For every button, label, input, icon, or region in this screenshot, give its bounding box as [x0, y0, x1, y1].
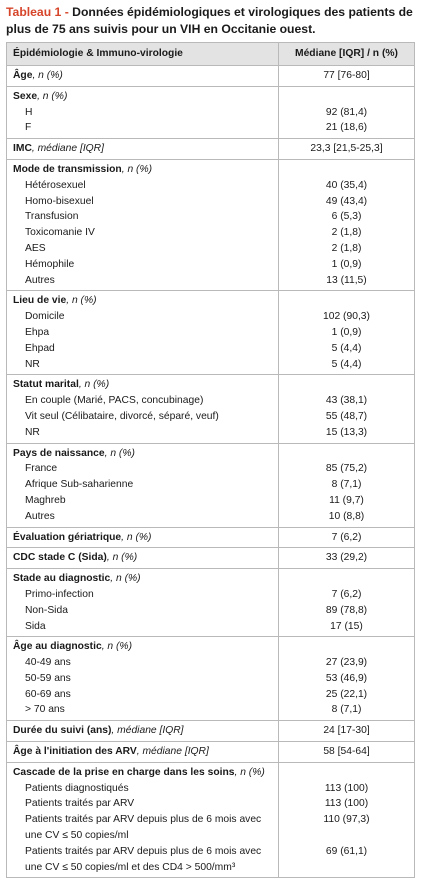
section-row	[7, 548, 415, 569]
table-caption: Données épidémiologiques et virologiques des patients de plus de 75 ans suivis pour un VIH en Occitanie ouest.	[6, 5, 413, 36]
section-qualifier: , médiane [IQR]	[31, 143, 104, 155]
section-value: 58 [54-64]	[279, 742, 415, 763]
row-value: 27 (23,9)	[279, 655, 415, 671]
row-label: NR	[7, 425, 279, 443]
row-value: 69 (61,1)	[279, 844, 415, 878]
row-value: 17 (15)	[279, 619, 415, 637]
header-col-label: Épidémiologie & Immuno-virologie	[7, 43, 279, 66]
section-row	[7, 569, 415, 587]
section-row	[7, 527, 415, 548]
section-value	[279, 762, 415, 780]
row-value: 2 (1,8)	[279, 241, 415, 257]
row-label: Patients traités par ARV depuis plus de 6 mois avec une CV ≤ 50 copies/ml	[7, 812, 279, 844]
section-label-cell	[7, 159, 279, 177]
row-label: AES	[7, 241, 279, 257]
section-row	[7, 66, 415, 87]
row-value: 1 (0,9)	[279, 257, 415, 273]
section-label: Statut marital	[13, 379, 79, 391]
section-qualifier: , n (%)	[32, 70, 63, 81]
section-qualifier: , n (%)	[66, 295, 97, 307]
row-value: 11 (9,7)	[279, 493, 415, 509]
section-label: Âge à l'initiation des ARV	[13, 746, 137, 758]
table-row	[7, 393, 415, 409]
section-label-cell	[7, 762, 279, 780]
row-value: 5 (4,4)	[279, 341, 415, 357]
data-table	[6, 42, 415, 878]
section-row	[7, 139, 415, 160]
section-row	[7, 86, 415, 104]
row-label: France	[7, 461, 279, 477]
section-label: IMC	[13, 143, 32, 155]
table-row	[7, 655, 415, 671]
section-label: Lieu de vie	[13, 295, 67, 307]
row-value: 43 (38,1)	[279, 393, 415, 409]
section-row	[7, 637, 415, 655]
row-value: 1 (0,9)	[279, 325, 415, 341]
row-label: Autres	[7, 509, 279, 527]
section-row	[7, 375, 415, 393]
section-value	[279, 291, 415, 309]
table-row	[7, 812, 415, 844]
section-qualifier: , n (%)	[121, 531, 152, 543]
row-label: En couple (Marié, PACS, concubinage)	[7, 393, 279, 409]
row-label: Ehpad	[7, 341, 279, 357]
section-label: Mode de transmission	[13, 163, 122, 175]
row-value: 49 (43,4)	[279, 194, 415, 210]
section-row	[7, 762, 415, 780]
section-value: 7 (6,2)	[279, 527, 415, 548]
row-value: 21 (18,6)	[279, 120, 415, 138]
section-qualifier: , médiane [IQR]	[136, 746, 209, 758]
table-row	[7, 796, 415, 812]
section-label: Sexe	[13, 90, 38, 102]
row-label: Toxicomanie IV	[7, 225, 279, 241]
table-row	[7, 120, 415, 138]
table-row	[7, 781, 415, 797]
section-label: Stade au diagnostic	[13, 573, 111, 585]
table-row	[7, 477, 415, 493]
row-value: 92 (81,4)	[279, 105, 415, 121]
section-value	[279, 159, 415, 177]
section-value	[279, 569, 415, 587]
row-label: H	[7, 105, 279, 121]
section-qualifier: , n (%)	[37, 90, 68, 102]
row-label: 50-59 ans	[7, 671, 279, 687]
table-row	[7, 225, 415, 241]
table-row	[7, 619, 415, 637]
row-value: 10 (8,8)	[279, 509, 415, 527]
section-row	[7, 443, 415, 461]
row-label: Patients traités par ARV	[7, 796, 279, 812]
table-row	[7, 603, 415, 619]
row-value: 8 (7,1)	[279, 477, 415, 493]
section-label: Pays de naissance	[13, 447, 105, 459]
table-row	[7, 409, 415, 425]
section-value: 33 (29,2)	[279, 548, 415, 569]
section-qualifier: , n (%)	[110, 573, 141, 585]
header-row	[7, 43, 415, 66]
section-qualifier: , n (%)	[101, 641, 133, 653]
section-label: Évaluation gériatrique	[13, 531, 122, 543]
row-label: Patients traités par ARV depuis plus de 6 mois avec une CV ≤ 50 copies/ml et des CD4 > 500/mm³	[7, 844, 279, 878]
table-row	[7, 671, 415, 687]
table-title	[6, 4, 418, 38]
table-body	[7, 66, 415, 878]
table-row	[7, 194, 415, 210]
row-value: 55 (48,7)	[279, 409, 415, 425]
table-row	[7, 844, 415, 878]
row-value: 15 (13,3)	[279, 425, 415, 443]
section-qualifier: , n (%)	[106, 552, 138, 564]
section-label-cell	[7, 139, 279, 160]
row-label: F	[7, 120, 279, 138]
table-row	[7, 341, 415, 357]
table-row	[7, 493, 415, 509]
row-value: 102 (90,3)	[279, 309, 415, 325]
row-value: 53 (46,9)	[279, 671, 415, 687]
row-value: 85 (75,2)	[279, 461, 415, 477]
row-value: 110 (97,3)	[279, 812, 415, 844]
section-label-cell	[7, 569, 279, 587]
row-value: 89 (78,8)	[279, 603, 415, 619]
row-value: 8 (7,1)	[279, 702, 415, 720]
section-row	[7, 742, 415, 763]
header-col-value: Médiane [IQR] / n (%)	[279, 43, 415, 66]
row-label: Ehpa	[7, 325, 279, 341]
table-row	[7, 105, 415, 121]
section-label-cell	[7, 86, 279, 104]
section-qualifier: , n (%)	[78, 379, 110, 391]
table-row	[7, 587, 415, 603]
section-label-cell	[7, 721, 279, 742]
row-label: Homo-bisexuel	[7, 194, 279, 210]
row-value: 40 (35,4)	[279, 178, 415, 194]
row-label: Primo-infection	[7, 587, 279, 603]
section-label: CDC stade C (Sida)	[13, 552, 107, 564]
row-value: 2 (1,8)	[279, 225, 415, 241]
section-label-cell	[7, 527, 279, 548]
row-label: Domicile	[7, 309, 279, 325]
table-row	[7, 273, 415, 291]
section-label-cell	[7, 742, 279, 763]
section-row	[7, 291, 415, 309]
table-row	[7, 309, 415, 325]
section-label: Cascade de la prise en charge dans les soins	[13, 766, 235, 778]
table-row	[7, 325, 415, 341]
table-row	[7, 178, 415, 194]
table-row	[7, 461, 415, 477]
section-label-cell	[7, 375, 279, 393]
section-label-cell	[7, 548, 279, 569]
section-label: Âge au diagnostic	[13, 641, 102, 653]
section-label-cell	[7, 66, 279, 87]
row-label: > 70 ans	[7, 702, 279, 720]
table-row	[7, 257, 415, 273]
section-qualifier: , n (%)	[121, 163, 153, 175]
section-label: Durée du suivi (ans)	[13, 725, 112, 737]
row-label: Sida	[7, 619, 279, 637]
section-label-cell	[7, 443, 279, 461]
row-label: Transfusion	[7, 209, 279, 225]
section-label-cell	[7, 291, 279, 309]
row-label: Patients diagnostiqués	[7, 781, 279, 797]
row-value: 6 (5,3)	[279, 209, 415, 225]
section-row	[7, 721, 415, 742]
section-value: 23,3 [21,5-25,3]	[279, 139, 415, 160]
row-value: 113 (100)	[279, 781, 415, 797]
row-value: 7 (6,2)	[279, 587, 415, 603]
row-value: 13 (11,5)	[279, 273, 415, 291]
row-label: Vit seul (Célibataire, divorcé, séparé, veuf)	[7, 409, 279, 425]
section-value: 77 [76-80]	[279, 66, 415, 87]
table-row	[7, 241, 415, 257]
section-value	[279, 637, 415, 655]
section-row	[7, 159, 415, 177]
section-qualifier: , médiane [IQR]	[111, 725, 184, 737]
row-label: Maghreb	[7, 493, 279, 509]
section-value: 24 [17-30]	[279, 721, 415, 742]
section-value	[279, 443, 415, 461]
table-row	[7, 209, 415, 225]
table-row	[7, 509, 415, 527]
table-row	[7, 357, 415, 375]
row-value: 5 (4,4)	[279, 357, 415, 375]
row-label: NR	[7, 357, 279, 375]
section-label-cell	[7, 637, 279, 655]
row-label: 40-49 ans	[7, 655, 279, 671]
table-number: Tableau 1 -	[6, 5, 69, 19]
row-label: Non-Sida	[7, 603, 279, 619]
section-value	[279, 86, 415, 104]
table-row	[7, 425, 415, 443]
row-value: 113 (100)	[279, 796, 415, 812]
row-label: Hémophile	[7, 257, 279, 273]
section-label: Âge	[13, 70, 33, 81]
row-label: 60-69 ans	[7, 687, 279, 703]
table-row	[7, 702, 415, 720]
section-qualifier: , n (%)	[104, 447, 135, 459]
row-label: Afrique Sub-saharienne	[7, 477, 279, 493]
table-row	[7, 687, 415, 703]
section-value	[279, 375, 415, 393]
row-label: Autres	[7, 273, 279, 291]
section-qualifier: , n (%)	[234, 766, 265, 778]
row-label: Hétérosexuel	[7, 178, 279, 194]
row-value: 25 (22,1)	[279, 687, 415, 703]
